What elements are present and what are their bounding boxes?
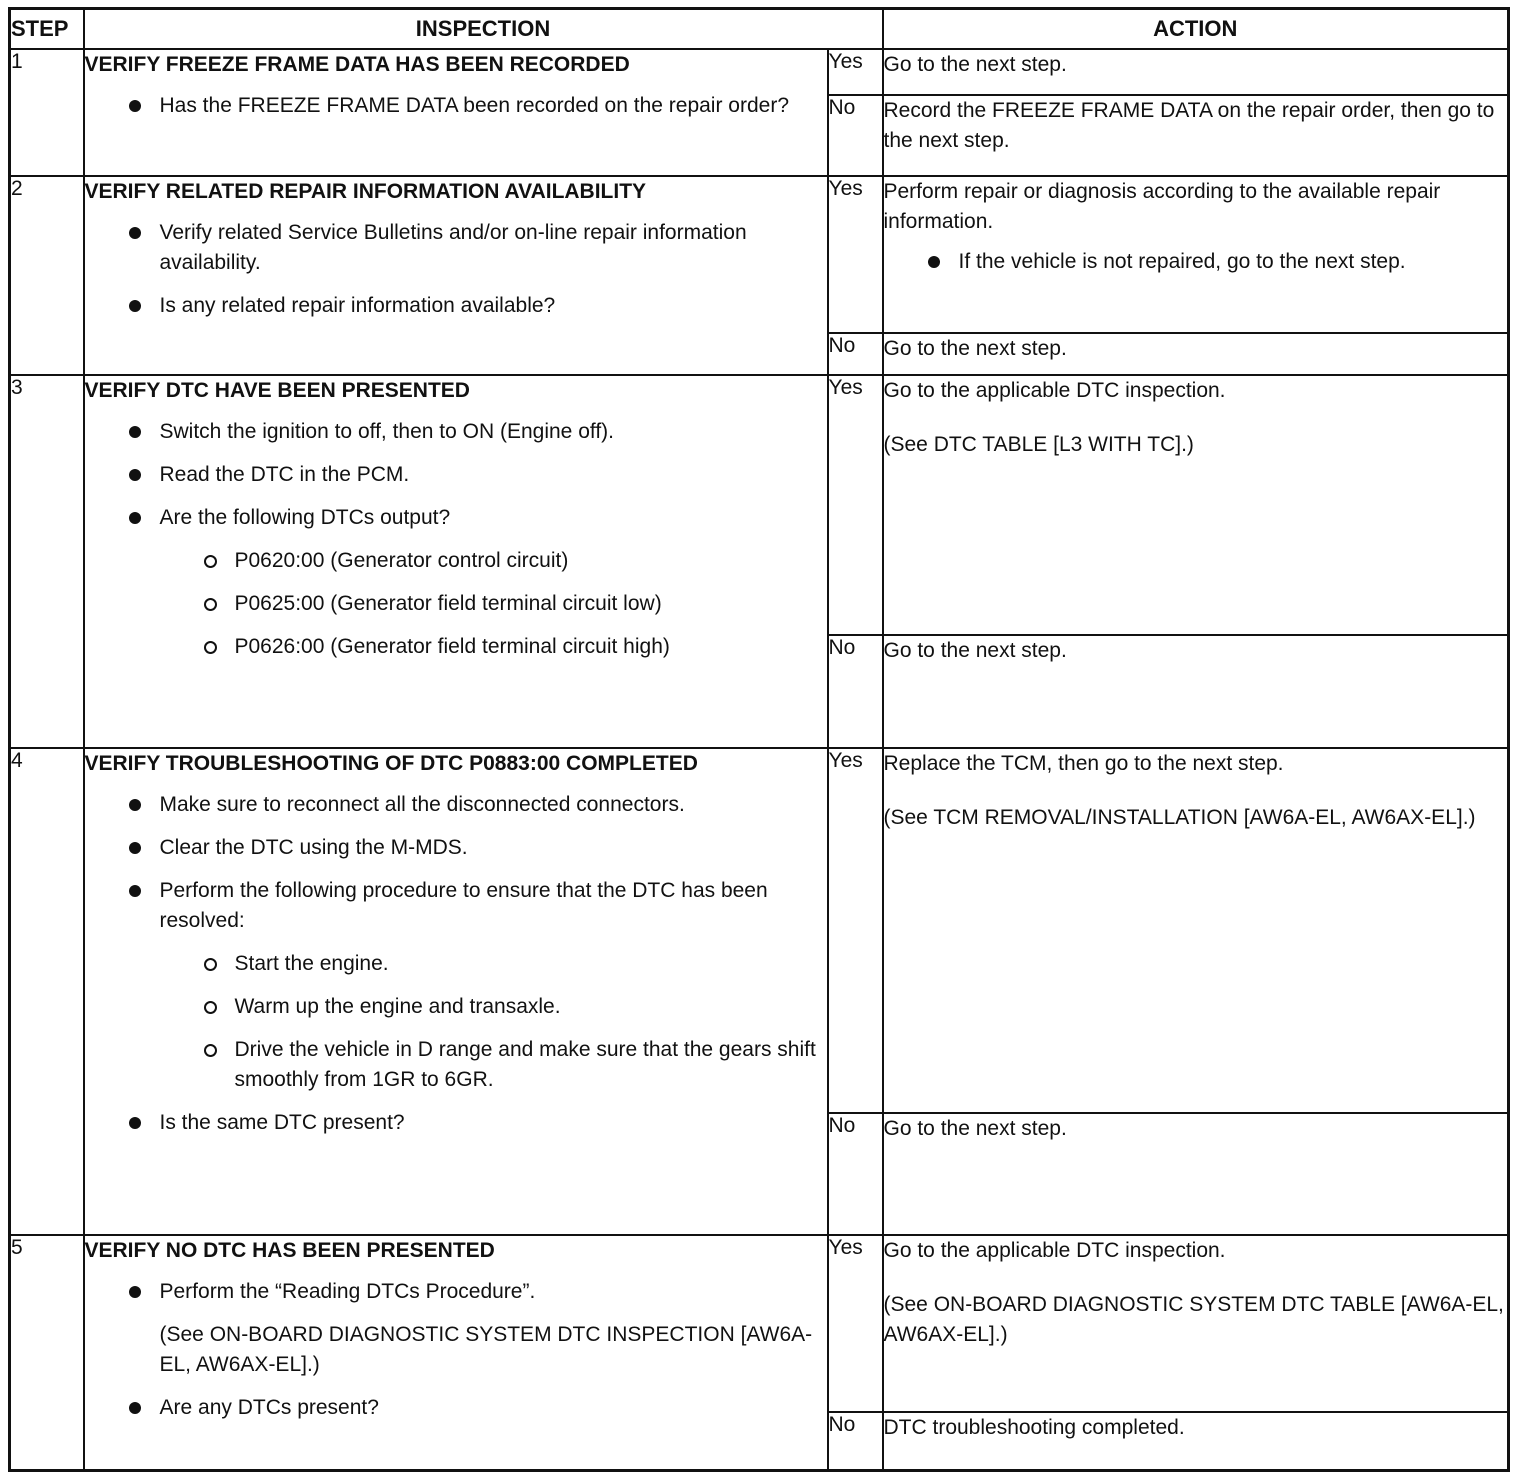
inspection-sub-bullet: Warm up the engine and transaxle.: [85, 992, 827, 1022]
step-column-header: STEP: [10, 9, 84, 50]
step-title: VERIFY TROUBLESHOOTING OF DTC P0883:00 COMPLETED: [84, 752, 698, 775]
yes-label: Yes: [828, 748, 883, 1113]
step-number: 2: [10, 176, 84, 375]
action-reference: (See ON-BOARD DIAGNOSTIC SYSTEM DTC TABLE [AW6A-EL, AW6AX-EL].): [883, 1293, 1504, 1346]
no-action: [883, 1412, 1509, 1471]
step-title: VERIFY RELATED REPAIR INFORMATION AVAILABILITY: [84, 180, 647, 203]
step-title: VERIFY NO DTC HAS BEEN PRESENTED: [84, 1239, 495, 1262]
inspection-sub-bullet: Start the engine.: [85, 949, 827, 979]
no-label: No: [828, 1412, 883, 1471]
no-action: [883, 95, 1509, 176]
inspection-bullet: Clear the DTC using the M-MDS.: [85, 833, 827, 863]
yes-label: Yes: [828, 176, 883, 333]
inspection-bullet: Switch the ignition to off, then to ON (Engine off).: [85, 417, 827, 447]
step-number: 3: [10, 375, 84, 748]
step-number: 4: [10, 748, 84, 1235]
action-text: Go to the next step.: [883, 53, 1067, 76]
inspection-sub-bullet: P0620:00 (Generator control circuit): [85, 546, 827, 576]
action-bullet: If the vehicle is not repaired, go to the next step.: [884, 247, 1508, 277]
step-4-row: [10, 748, 1509, 1113]
yes-action: [883, 176, 1509, 333]
action-reference: (See DTC TABLE [L3 WITH TC].): [883, 433, 1194, 456]
action-text: Replace the TCM, then go to the next step.: [883, 752, 1284, 775]
yes-label: Yes: [828, 1235, 883, 1412]
inspection-sub-bullet: Drive the vehicle in D range and make sure that the gears shift smoothly from 1GR to 6GR.: [85, 1035, 827, 1095]
header-row: [10, 9, 1509, 50]
step-3-row: [10, 375, 1509, 635]
action-text: DTC troubleshooting completed.: [883, 1416, 1185, 1439]
inspection-bullet: Verify related Service Bulletins and/or on-line repair information availability.: [85, 218, 827, 278]
yes-action: [883, 748, 1509, 1113]
yes-label: Yes: [828, 375, 883, 635]
no-action: [883, 635, 1509, 748]
no-action: [883, 1113, 1509, 1235]
step-1-row: [10, 49, 1509, 95]
inspection-reference: (See ON-BOARD DIAGNOSTIC SYSTEM DTC INSPECTION [AW6A-EL, AW6AX-EL].): [159, 1323, 813, 1376]
action-text: Go to the next step.: [883, 337, 1067, 360]
action-text: Go to the applicable DTC inspection.: [883, 1239, 1226, 1262]
step-inspection: [84, 176, 828, 375]
inspection-sub-bullet: P0625:00 (Generator field terminal circuit low): [85, 589, 827, 619]
inspection-column-header: INSPECTION: [84, 9, 883, 50]
step-2-row: [10, 176, 1509, 333]
no-label: No: [828, 95, 883, 176]
diagnostic-procedure-table: [8, 7, 1510, 1472]
inspection-bullet: Is the same DTC present?: [85, 1108, 827, 1138]
inspection-bullet: Perform the following procedure to ensure that the DTC has been resolved:: [85, 876, 827, 936]
inspection-bullet: Make sure to reconnect all the disconnected connectors.: [85, 790, 827, 820]
action-reference: (See TCM REMOVAL/INSTALLATION [AW6A-EL, AW6AX-EL].): [883, 806, 1476, 829]
inspection-sub-bullet: P0626:00 (Generator field terminal circuit high): [85, 632, 827, 662]
action-text: Go to the next step.: [883, 1117, 1067, 1140]
inspection-bullet: Perform the “Reading DTCs Procedure”.: [85, 1277, 827, 1307]
step-number: 5: [10, 1235, 84, 1471]
step-inspection: [84, 375, 828, 748]
step-inspection: [84, 49, 828, 176]
yes-action: [883, 49, 1509, 95]
action-text: Record the FREEZE FRAME DATA on the repair order, then go to the next step.: [883, 99, 1495, 152]
yes-label: Yes: [828, 49, 883, 95]
no-label: No: [828, 333, 883, 375]
no-label: No: [828, 635, 883, 748]
step-5-row: [10, 1235, 1509, 1412]
yes-action: [883, 1235, 1509, 1412]
action-text: Perform repair or diagnosis according to the available repair information.: [883, 180, 1441, 233]
no-label: No: [828, 1113, 883, 1235]
no-action: [883, 333, 1509, 375]
inspection-bullet: Is any related repair information available?: [85, 291, 827, 321]
action-text: Go to the applicable DTC inspection.: [883, 379, 1226, 402]
step-title: VERIFY DTC HAVE BEEN PRESENTED: [84, 379, 470, 402]
action-text: Go to the next step.: [883, 639, 1067, 662]
step-title: VERIFY FREEZE FRAME DATA HAS BEEN RECORDED: [84, 53, 630, 76]
inspection-bullet: Read the DTC in the PCM.: [85, 460, 827, 490]
yes-action: [883, 375, 1509, 635]
inspection-bullet: Has the FREEZE FRAME DATA been recorded on the repair order?: [85, 91, 827, 121]
action-column-header: ACTION: [883, 9, 1509, 50]
step-inspection: [84, 748, 828, 1235]
inspection-bullet: Are any DTCs present?: [85, 1393, 827, 1423]
step-inspection: [84, 1235, 828, 1471]
inspection-bullet: Are the following DTCs output?: [85, 503, 827, 533]
step-number: 1: [10, 49, 84, 176]
